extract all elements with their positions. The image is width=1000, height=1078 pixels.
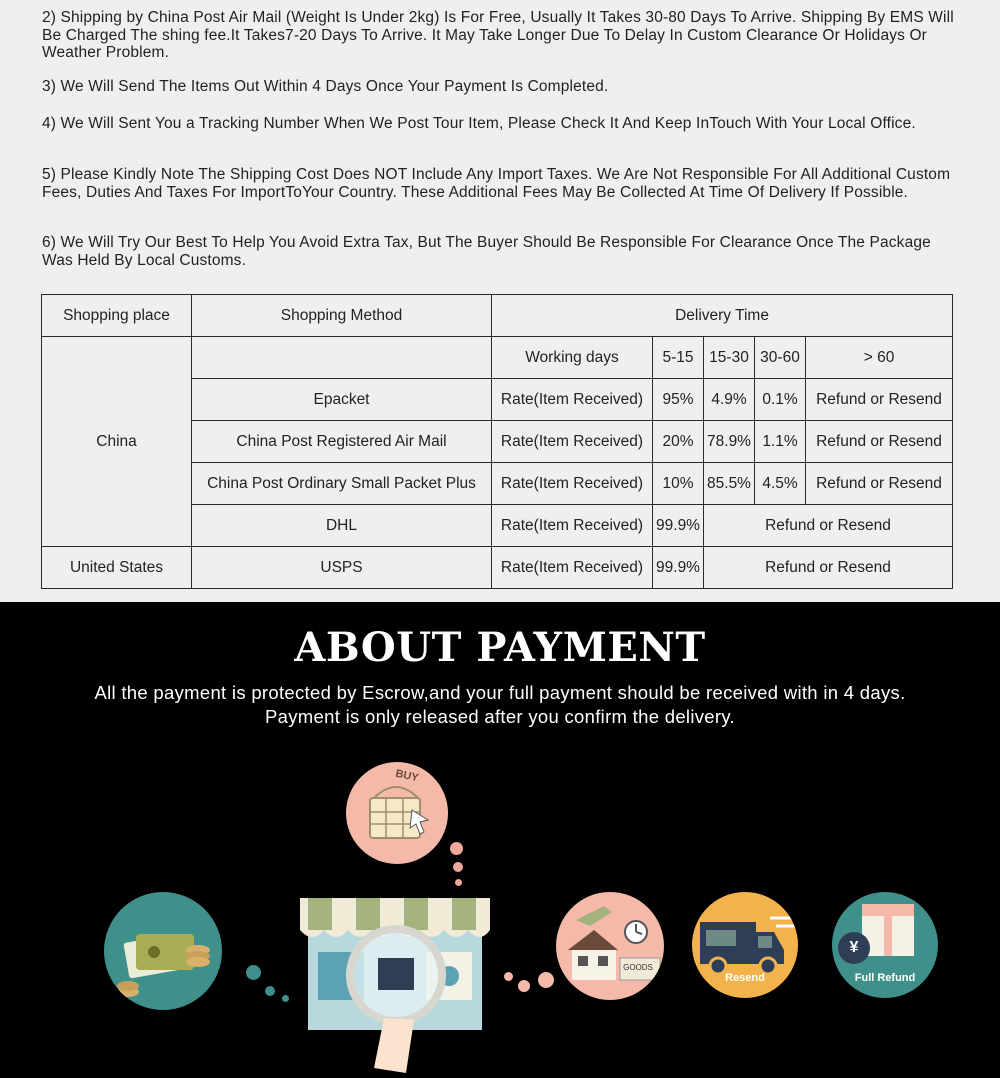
shipping-note-3: 3) We Will Send The Items Out Within 4 Days Once Your Payment Is Completed. xyxy=(42,78,609,95)
decor-dot xyxy=(455,879,462,886)
shipping-house-icon xyxy=(556,892,664,1000)
header-delivery: Delivery Time xyxy=(492,295,953,337)
value-cell: Refund or Resend xyxy=(806,379,953,421)
range-cell: 30-60 xyxy=(755,337,806,379)
method-cell: DHL xyxy=(192,505,492,547)
shipping-note-4: 4) We Will Sent You a Tracking Number When We Post Tour Item, Please Check It And Keep InTouch With Your Local Office. xyxy=(42,115,916,132)
value-cell: 0.1% xyxy=(755,379,806,421)
rate-cell: Rate(Item Received) xyxy=(492,463,653,505)
value-cell: 10% xyxy=(653,463,704,505)
buy-label: BUY xyxy=(394,767,420,785)
payment-description-line-2: Payment is only released after you confirm the delivery. xyxy=(265,706,735,727)
rate-cell: Rate(Item Received) xyxy=(492,505,653,547)
payment-description-line-1: All the payment is protected by Escrow,and your full payment should be received with in 4 days. xyxy=(94,682,906,703)
value-cell: 95% xyxy=(653,379,704,421)
value-cell: 1.1% xyxy=(755,421,806,463)
decor-dot xyxy=(504,972,513,981)
full-refund-icon xyxy=(832,892,938,998)
resend-van-icon xyxy=(692,892,798,998)
rate-cell: Rate(Item Received) xyxy=(492,379,653,421)
header-method: Shopping Method xyxy=(192,295,492,337)
goods-label: GOODS xyxy=(623,963,653,972)
decor-dot xyxy=(518,980,530,992)
table-header-row xyxy=(42,295,953,337)
value-cell: 99.9% xyxy=(653,505,704,547)
value-cell: Refund or Resend xyxy=(704,547,953,589)
value-cell: Refund or Resend xyxy=(806,463,953,505)
shipping-note-6: 6) We Will Try Our Best To Help You Avoid Extra Tax, But The Buyer Should Be Responsible For Clearance Once The Package Was Held By Local Customs. xyxy=(42,234,931,269)
decor-dot xyxy=(453,862,463,872)
place-china: China xyxy=(42,337,192,547)
range-cell: 5-15 xyxy=(653,337,704,379)
range-cell: 15-30 xyxy=(704,337,755,379)
decor-dot xyxy=(246,965,261,980)
value-cell: 99.9% xyxy=(653,547,704,589)
header-place: Shopping place xyxy=(42,295,192,337)
shipping-note-5: 5) Please Kindly Note The Shipping Cost Does NOT Include Any Import Taxes. We Are Not Responsible For All Additional Custom Fees, Duties And Taxes For ImportToYour Country. These Additional Fees May Be Collected At Time Of Delivery If Possible. xyxy=(42,166,951,201)
range-cell: > 60 xyxy=(806,337,953,379)
money-icon xyxy=(104,892,222,1010)
value-cell: 20% xyxy=(653,421,704,463)
method-cell: Epacket xyxy=(192,379,492,421)
value-cell: Refund or Resend xyxy=(806,421,953,463)
value-cell: Refund or Resend xyxy=(704,505,953,547)
method-cell: China Post Ordinary Small Packet Plus xyxy=(192,463,492,505)
decor-dot xyxy=(450,842,463,855)
payment-section xyxy=(0,602,1000,1073)
shipping-table xyxy=(41,294,953,589)
full-refund-label: Full Refund xyxy=(854,972,916,984)
working-days-label: Working days xyxy=(492,337,653,379)
value-cell: 4.9% xyxy=(704,379,755,421)
rate-cell: Rate(Item Received) xyxy=(492,421,653,463)
shipping-note-2: 2) Shipping by China Post Air Mail (Weight Is Under 2kg) Is For Free, Usually It Takes 30-80 Days To Arrive. Shipping By EMS Will Be Charged The shing fee.It Takes7-20 Days To Arrive. It May Take Longer Due To Delay In Custom Clearance Or Holidays Or Weather Problem. xyxy=(42,9,954,61)
rate-cell: Rate(Item Received) xyxy=(492,547,653,589)
payment-title: ABOUT PAYMENT xyxy=(294,624,706,671)
value-cell: 85.5% xyxy=(704,463,755,505)
decor-dot xyxy=(265,986,275,996)
method-empty xyxy=(192,337,492,379)
method-cell: USPS xyxy=(192,547,492,589)
decor-dot xyxy=(282,995,289,1002)
shop-magnifier-icon xyxy=(296,890,494,1073)
value-cell: 4.5% xyxy=(755,463,806,505)
resend-label: Resend xyxy=(725,972,765,984)
decor-dot xyxy=(538,972,554,988)
value-cell: 78.9% xyxy=(704,421,755,463)
method-cell: China Post Registered Air Mail xyxy=(192,421,492,463)
yen-icon: ¥ xyxy=(849,939,859,956)
table-row xyxy=(42,547,953,589)
buy-basket-icon xyxy=(346,762,448,864)
table-row xyxy=(42,337,953,379)
place-us: United States xyxy=(42,547,192,589)
